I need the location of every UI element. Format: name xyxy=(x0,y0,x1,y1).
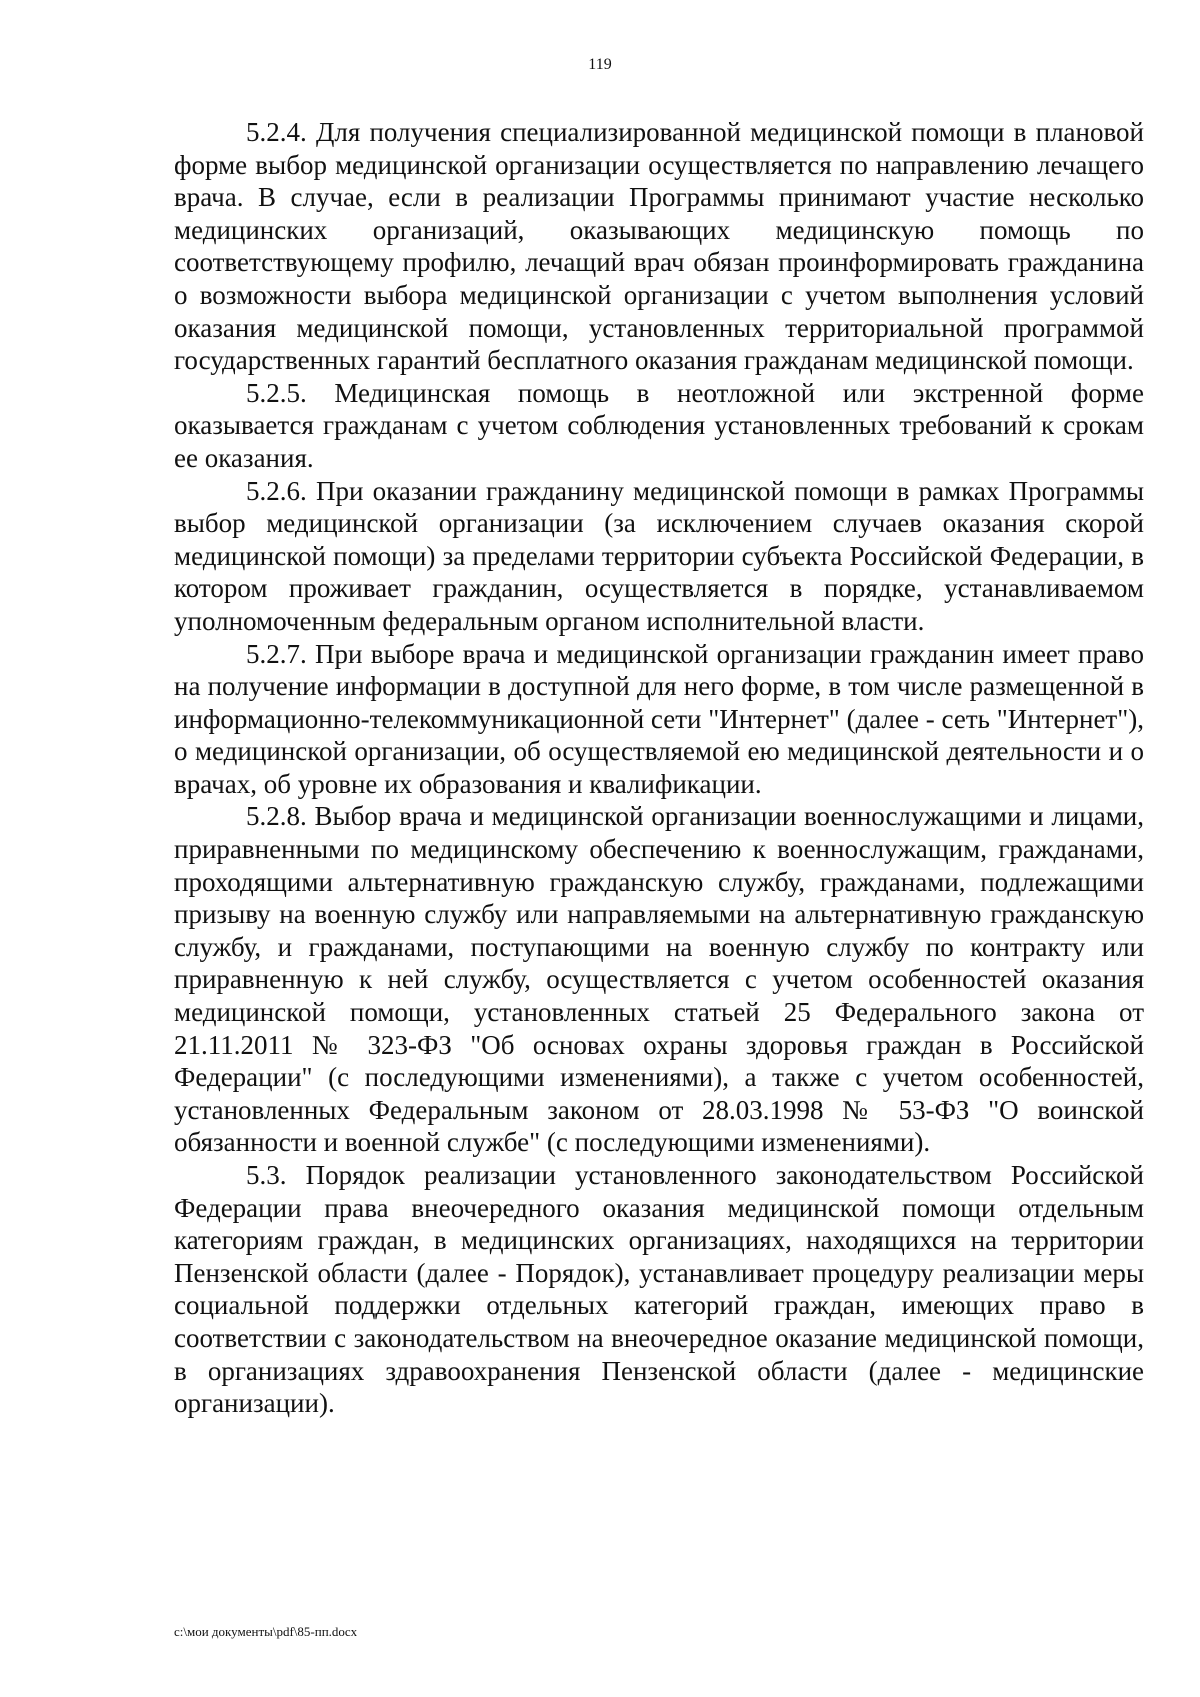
paragraph-5-2-4: 5.2.4. Для получения специализированной медицинской помощи в плановой форме выбор медицинской организации осуществляется по направлению лечащего врача. В случае, если в реализации Программы принимают участие несколько медицинских организаций, оказывающих медицинскую помощь по соответствующему профилю, лечащий врач обязан проинформировать гражданина о возможности выбора медицинской организации с учетом выполнения условий оказания медицинской помощи, установленных территориальной программой государственных гарантий бесплатного оказания гражданам медицинской помощи. xyxy=(174,117,1144,376)
page-number: 119 xyxy=(588,56,612,73)
document-body xyxy=(174,116,1144,1420)
paragraph-5-2-7: 5.2.7. При выборе врача и медицинской организации гражданин имеет право на получение информации в доступной для него форме, в том числе размещенной в информационно-телекоммуникационной сети "Интернет" (далее - сеть "Интернет"), о медицинской организации, об осуществляемой ею медицинской деятельности и о врачах, об уровне их образования и квалификации. xyxy=(174,638,1144,799)
paragraph-5-2-8: 5.2.8. Выбор врача и медицинской организации военнослужащими и лицами, приравненными по медицинскому обеспечению к военнослужащим, гражданами, проходящими альтернативную гражданскую службу, гражданами, подлежащими призыву на военную службу или направляемыми на альтернативную гражданскую службу, и гражданами, поступающими на военную службу по контракту или приравненную к ней службу, осуществляется с учетом особенностей оказания медицинской помощи, установленных статьей 25 Федерального закона от 21.11.2011 № 323-ФЗ "Об основах охраны здоровья граждан в Российской Федерации" (с последующими изменениями), а также с учетом особенностей, установленных Федеральным законом от 28.03.1998 № 53-ФЗ "О воинской обязанности и военной службе" (с последующими изменениями). xyxy=(174,801,1144,1158)
paragraph-5-2-5: 5.2.5. Медицинская помощь в неотложной или экстренной форме оказывается гражданам с учетом соблюдения установленных требований к срокам ее оказания. xyxy=(174,377,1144,473)
paragraph-5-3: 5.3. Порядок реализации установленного законодательством Российской Федерации права внеочередного оказания медицинской помощи отдельным категориям граждан, в медицинских организациях, находящихся на территории Пензенской области (далее - Порядок), устанавливает процедуру реализации меры социальной поддержки отдельных категорий граждан, имеющих право в соответствии с законодательством на внеочередное оказание медицинской помощи, в организациях здравоохранения Пензенской области (далее - медицинские организации). xyxy=(174,1160,1144,1419)
paragraph-5-2-6: 5.2.6. При оказании гражданину медицинской помощи в рамках Программы выбор медицинской организации (за исключением случаев оказания скорой медицинской помощи) за пределами территории субъекта Российской Федерации, в котором проживает гражданин, осуществляется в порядке, устанавливаемом уполномоченным федеральным органом исполнительной власти. xyxy=(174,475,1144,636)
footer-file-path: c:\мои документы\pdf\85-пп.docx xyxy=(174,1624,358,1639)
